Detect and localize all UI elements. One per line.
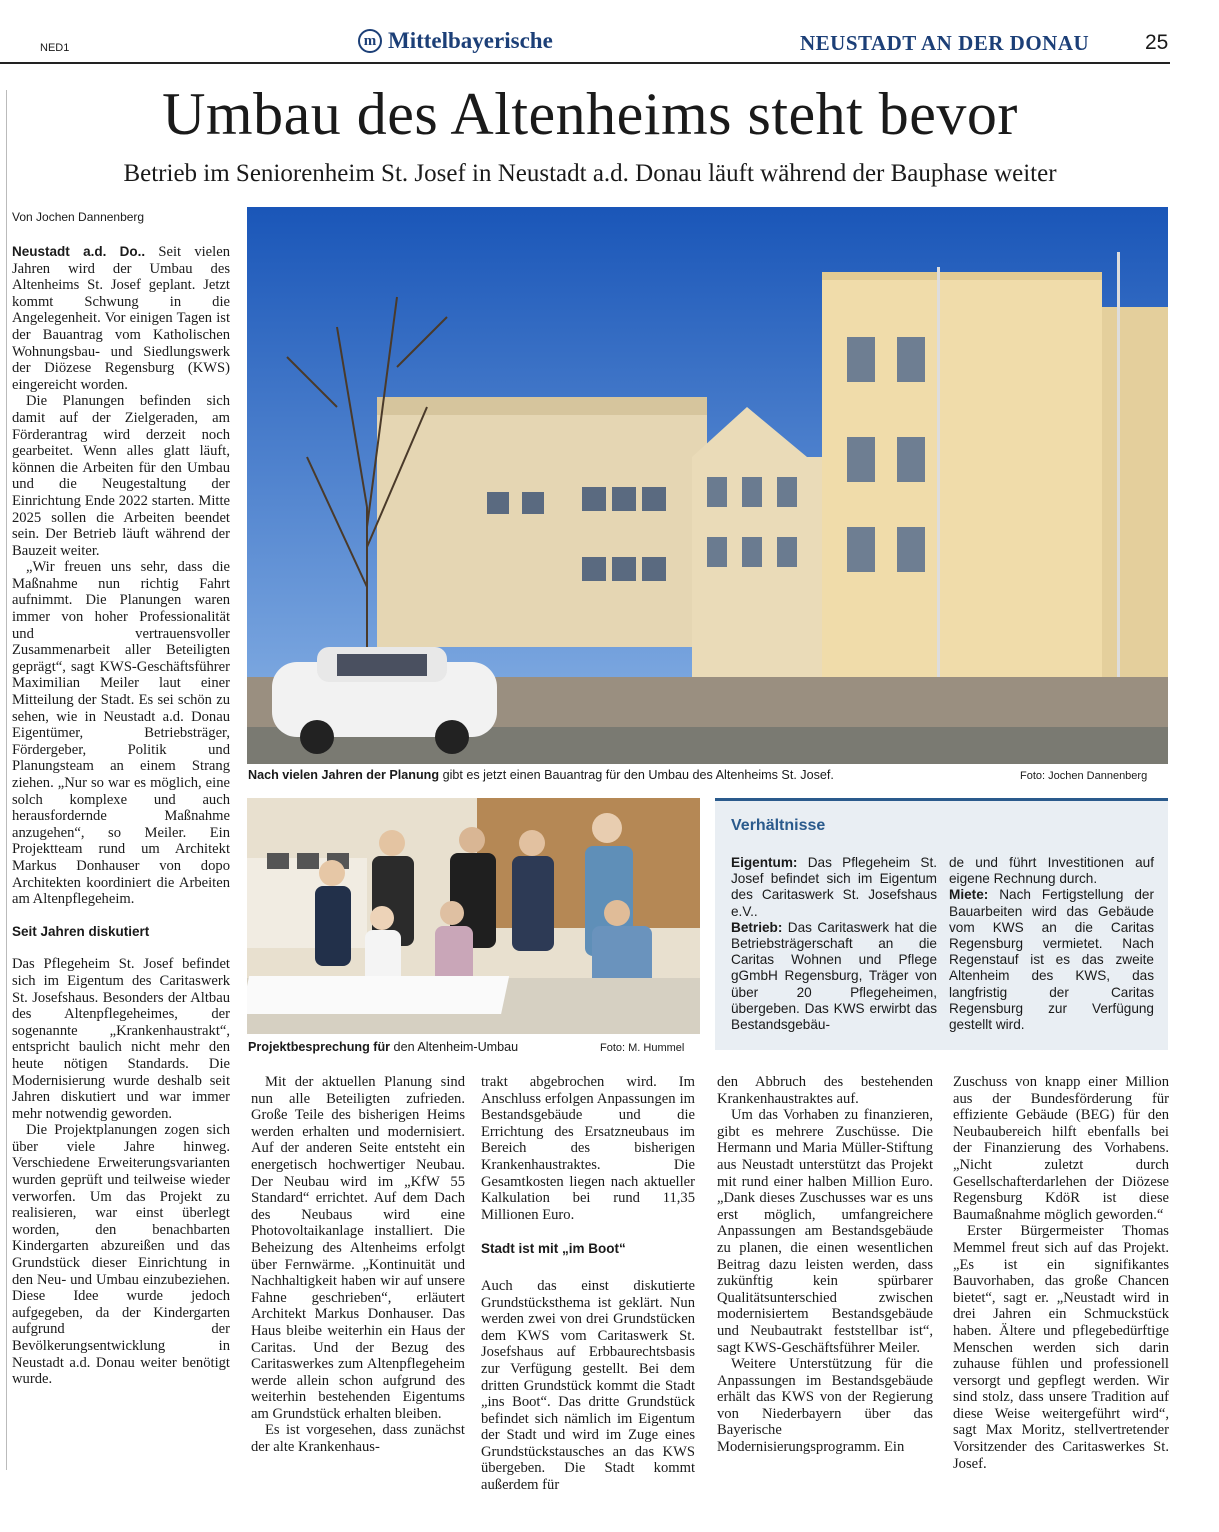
- info-box-title: Verhältnisse: [731, 817, 826, 834]
- section-subheading: Stadt ist mit „im Boot“: [481, 1241, 626, 1257]
- article-column-4: [717, 1074, 933, 1456]
- byline: Von Jochen Dannenberg: [12, 210, 145, 224]
- paragraph: Seit vielen Jahren wird der Umbau des Altenheims St. Josef geplant. Jetzt kommt Schwung in die Angelegenheit. Vor einigen Tagen ist der Bauantrag vom Katholischen Wohnungsbau- und Siedlungswerk der Diözese Regensburg (KWS) eingereicht worden.: [12, 244, 230, 393]
- paragraph: trakt abgebrochen wird. Im Anschluss erfolgen Anpassungen im Bestandsgebäude und die Errichtung des Ersatzneubaus im Bereich des bisherigen Krankenhaustraktes. Die Gesamtkosten liegen nach aktueller Kalkulation bei rund 11,35 Millionen Euro.: [481, 1074, 695, 1223]
- building-photo-image: [247, 207, 1168, 764]
- logo-text: Mittelbayerische: [388, 28, 553, 53]
- photo-credit: Foto: M. Hummel: [600, 1042, 685, 1054]
- paragraph: Das Pflegeheim St. Josef befindet sich im Eigentum des Caritaswerk St. Josefshaus. Besonders der Altbau des Altenpflegeheimes, der sogenannte „Krankenhaustrakt“, entspricht baulich nicht mehr den heute nötigen Standards. Die Modernisierung wurde deshalb seit Jahren diskutiert und war immer mehr notwendig geworden.: [12, 956, 230, 1122]
- building-photo: [247, 207, 1168, 764]
- photo-caption: [248, 1040, 578, 1055]
- info-text: de und führt Investitionen auf eigene Rechnung durch.: [949, 855, 1154, 887]
- paragraph: Auch das einst diskutierte Grundstücksthema ist geklärt. Nun werden zwei von drei Grundstücken dem KWS vom Caritaswerk St. Josefshaus auf Erbbaurechtsbasis zur Verfügung gestellt. Bei dem dritten Grundstück kommt die Stadt „ins Boot“. Das dritte Grundstück befindet sich nämlich im Eigentum der Stadt und wird im Zuge eines Grundstückstausches an das KWS übergeben. Die Stadt kommt außerdem für: [481, 1277, 695, 1494]
- info-text: Das Pflegeheim St. Josef befindet sich im Eigentum des Caritaswerk St. Josefshaus e.V..: [731, 855, 937, 919]
- meeting-photo: [247, 798, 700, 1034]
- header-divider: [0, 62, 1170, 64]
- caption-bold: Nach vielen Jahren der Planung: [248, 768, 440, 782]
- article-column-1: [12, 244, 230, 1388]
- paragraph: den Abbruch des bestehenden Krankenhaustraktes auf.: [717, 1074, 933, 1107]
- paragraph: Erster Bürgermeister Thomas Memmel freut sich auf das Projekt. „Es ist ein signifikantes Bauvorhaben, das große Chancen bietet“, sagt er. „Neustadt wird in drei Jahren ein Schmuckstück haben. Ältere und pflegebedürftige Menschen werden sich darin zuhause fühlen und professionell versorgt und gepflegt werden. Wir sind stolz, dass unsere Tradition auf diese Weise weitergeführt wird“, sagt Max Moritz, stellvertretender Vorsitzender des Caritaswerkes St. Josef.: [953, 1223, 1169, 1472]
- paragraph: Zuschuss von knapp einer Million aus der Bundesförderung für effiziente Gebäude (BEG) für den Neubaubereich hilft ebenfalls bei der Finanzierung des Vorhabens. „Nicht zuletzt durch Gesellschafterdarlehen der Diözese Regensburg KdöR ist diese Baumaßnahme möglich geworden.“: [953, 1074, 1169, 1223]
- paragraph: Mit der aktuellen Planung sind nun alle Beteiligten zufrieden. Große Teile des bisherigen Heims werden erhalten und modernisiert. Auf der anderen Seite entsteht ein energetisch hochwertiger Neubau. Der Neubau wird im „KfW 55 Standard“ errichtet. Auf dem Dach des Neubaus wird eine Photovoltaikanlage installiert. Die Beheizung des Altenheims erfolgt über Fernwärme. „Kontinuität und Nachhaltigkeit haben wir auf unsere Fahne geschrieben“, erläutert Architekt Markus Donhauser. Das Haus bleibe weiterhin ein Haus der Caritas. Und der Bezug des Caritaswerkes zum Altenpflegeheim werde allein schon aufgrund des weiterhin bestehenden Eigentums am Grundstück erhalten bleiben.: [251, 1074, 465, 1422]
- info-text: Das Caritaswerk hat die Betriebsträgerschaft an die Caritas Wohnen und Pflege gGmbH Regensburg, Träger von über 20 Pflegeheimen, übergeben. Das KWS erwirbt das Bestandsgebäu-: [731, 919, 937, 1033]
- article-column-3: [481, 1074, 695, 1494]
- margin-divider: [6, 90, 7, 1470]
- dateline: Neustadt a.d. Do..: [12, 244, 146, 259]
- logo-mark-icon: m: [358, 29, 382, 53]
- article-subheadline: Betrieb im Seniorenheim St. Josef in Neustadt a.d. Donau läuft während der Bauphase weiter: [123, 160, 1057, 187]
- paragraph: Die Planungen befinden sich damit auf der Zielgeraden, am Förderantrag wird derzeit noch gearbeitet. Wenn alles glatt läuft, können die Arbeiten für den Umbau und die Neugestaltung der Einrichtung Ende 2022 starten. Mitte 2025 sollen die Arbeiten beendet sein. Der Betrieb läuft während der Bauzeit weiter.: [12, 393, 230, 559]
- paragraph: Um das Vorhaben zu finanzieren, gibt es mehrere Zuschüsse. Die Hermann und Maria Müller-Stiftung aus Neustadt unterstützt das Projekt mit rund einer halben Million Euro. „Dank dieses Zuschusses war es uns erst möglich, umfangreichere Anpassungen am Bestandsgebäude zu planen, die einen wesentlichen Beitrag dazu leisten werden, dass zukünftig kein spürbarer Qualitätsunterschied zwischen modernisiertem Bestandsgebäude und Neubautrakt feststellbar ist“, sagt KWS-Geschäftsführer Meiler.: [717, 1107, 933, 1356]
- caption-text: gibt es jetzt einen Bauantrag für den Umbau des Altenheims St. Josef.: [439, 768, 834, 782]
- info-label: Miete:: [949, 887, 989, 903]
- photo-credit: Foto: Jochen Dannenberg: [1020, 770, 1148, 782]
- newspaper-logo: [358, 28, 553, 54]
- article-column-5: [953, 1074, 1169, 1472]
- caption-text: den Altenheim-Umbau: [390, 1040, 519, 1054]
- photo-caption: [248, 768, 1008, 783]
- meeting-photo-image: [247, 798, 700, 1034]
- info-label: Eigentum:: [731, 855, 798, 870]
- info-text: Nach Fertigstellung der Bauarbeiten wird das Gebäude vom KWS an die Caritas Regensburg vermietet. Nach Regenstauf ist es das zweite Altenheim des KWS, das langfristig der Caritas Regensburg zur Verfügung gestellt wird.: [949, 887, 1154, 1033]
- paragraph: „Wir freuen uns sehr, dass die Maßnahme nun richtig Fahrt aufnimmt. Die Planungen waren immer von hoher Professionalität und vertrauensvoller Zusammenarbeit aller Beteiligten geprägt“, sagt KWS-Geschäftsführer Maximilian Meiler laut einer Mitteilung der Stadt. Es sei schön zu sehen, wie in Neustadt a.d. Donau Eigentümer, Betriebsträger, Fördergeber, Politik und Planungsteam an einem Strang ziehen. „Nur so war es möglich, eine solch komplexe und auch herausfordernde Maßnahme anzugehen“, so Meiler. Ein Projektteam rund um Architekt Markus Donhauser von dopo Architekten koordiniert die Arbeiten am Altenpflegeheim.: [12, 559, 230, 908]
- info-box-column-2: [949, 855, 1154, 1033]
- article-headline: Umbau des Altenheims steht bevor: [162, 81, 1018, 147]
- info-box: [715, 798, 1168, 1050]
- info-box-column-1: [731, 855, 937, 1033]
- section-title: NEUSTADT AN DER DONAU: [800, 31, 1090, 55]
- caption-bold: Projektbesprechung für: [248, 1040, 391, 1054]
- section-subheading: Seit Jahren diskutiert: [12, 923, 150, 939]
- info-label: Betrieb:: [731, 919, 783, 935]
- paragraph: Die Projektplanungen zogen sich über viele Jahre hinweg. Verschiedene Erweiterungsvarianten wurden geprüft und teilweise wieder verworfen. Um das Projekt zu realisieren, war einst überlegt worden, den benachbarten Kindergarten abzureißen und das Grundstück dieser Einrichtung in den Neu- und Umbau einzubeziehen. Diese Idee wurde jedoch aufgegeben, da der Kindergarten aufgrund der Bevölkerungsentwicklung in Neustadt a.d. Donau weiter benötigt wurde.: [12, 1122, 230, 1388]
- article-column-2: [251, 1074, 465, 1456]
- page-number: 25: [1145, 31, 1169, 54]
- paragraph: Es ist vorgesehen, dass zunächst der alte Krankenhaus-: [251, 1422, 465, 1456]
- edition-code: NED1: [40, 42, 70, 54]
- paragraph: Weitere Unterstützung für die Anpassungen im Bestandsgebäude erhält das KWS von der Regierung von Niederbayern über das Bayerische Modernisierungsprogramm. Ein: [717, 1356, 933, 1456]
